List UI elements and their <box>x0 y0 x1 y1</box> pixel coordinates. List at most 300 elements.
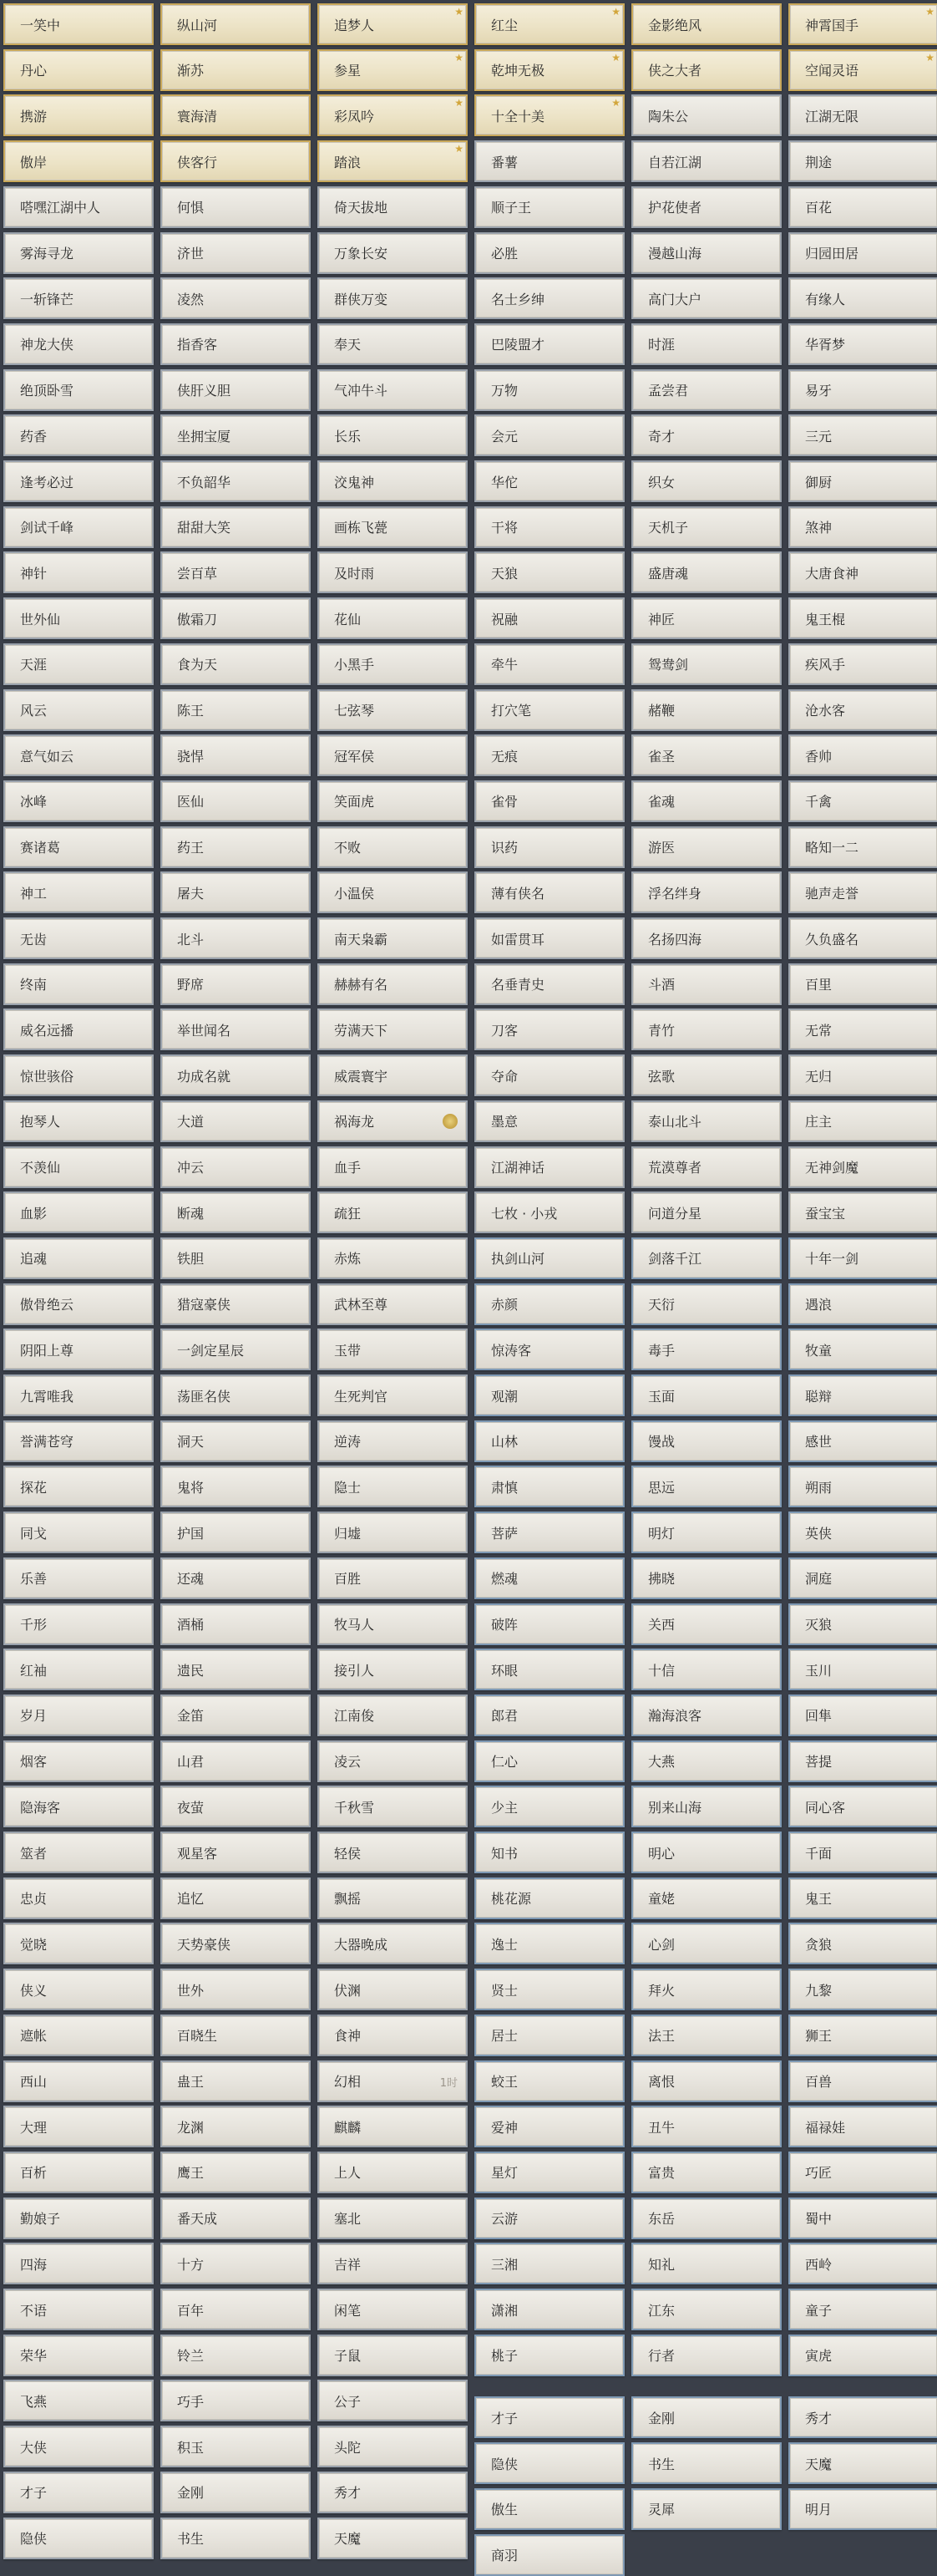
title-tile[interactable] <box>317 597 468 639</box>
title-tile[interactable] <box>160 780 311 822</box>
title-tile[interactable] <box>631 2106 782 2147</box>
title-tile[interactable] <box>474 780 625 822</box>
title-tile[interactable] <box>631 2015 782 2056</box>
title-tile[interactable] <box>631 2243 782 2284</box>
title-tile[interactable] <box>3 1420 154 1462</box>
title-tile[interactable] <box>474 2396 625 2438</box>
title-tile[interactable] <box>788 1694 937 1736</box>
title-tile[interactable] <box>631 1191 782 1233</box>
title-tile[interactable] <box>3 780 154 822</box>
title-tile[interactable] <box>788 1877 937 1919</box>
title-tile[interactable] <box>631 826 782 868</box>
title-tile[interactable] <box>474 1100 625 1142</box>
title-tile[interactable] <box>631 2488 782 2530</box>
title-tile[interactable] <box>317 2106 468 2147</box>
title-tile[interactable] <box>788 917 937 959</box>
title-tile[interactable] <box>3 2243 154 2284</box>
title-tile[interactable] <box>631 1786 782 1827</box>
title-tile[interactable] <box>631 1100 782 1142</box>
title-tile[interactable] <box>788 1969 937 2010</box>
title-tile[interactable] <box>317 1969 468 2010</box>
title-tile[interactable] <box>788 2243 937 2284</box>
title-tile[interactable] <box>474 963 625 1005</box>
title-tile[interactable] <box>317 2060 468 2102</box>
title-tile[interactable] <box>160 1100 311 1142</box>
title-tile[interactable] <box>474 1420 625 1462</box>
title-tile[interactable] <box>317 780 468 822</box>
title-tile[interactable] <box>788 94 937 136</box>
title-tile[interactable] <box>474 1146 625 1188</box>
title-tile[interactable] <box>160 460 311 502</box>
title-tile[interactable] <box>3 1557 154 1599</box>
title-tile[interactable] <box>317 1603 468 1645</box>
title-tile[interactable] <box>3 2335 154 2376</box>
title-tile[interactable] <box>788 323 937 365</box>
title-tile[interactable] <box>160 1420 311 1462</box>
title-tile[interactable] <box>3 2289 154 2330</box>
title-tile[interactable] <box>788 1923 937 1964</box>
title-tile[interactable] <box>3 1786 154 1827</box>
title-tile[interactable] <box>317 2380 468 2421</box>
title-tile[interactable] <box>631 1420 782 1462</box>
title-tile[interactable] <box>474 2335 625 2376</box>
title-tile[interactable] <box>631 1557 782 1599</box>
title-tile[interactable] <box>631 369 782 411</box>
title-tile[interactable] <box>3 2380 154 2421</box>
title-tile[interactable] <box>3 1054 154 1096</box>
title-tile[interactable] <box>474 826 625 868</box>
title-tile[interactable] <box>3 140 154 182</box>
title-tile[interactable] <box>788 1512 937 1553</box>
title-tile[interactable] <box>474 597 625 639</box>
title-tile[interactable] <box>788 2106 937 2147</box>
title-tile[interactable] <box>474 2442 625 2484</box>
title-tile[interactable] <box>474 2243 625 2284</box>
title-tile[interactable] <box>474 1786 625 1827</box>
title-tile[interactable] <box>3 1649 154 1690</box>
title-tile[interactable] <box>3 1466 154 1507</box>
title-tile[interactable] <box>160 49 311 91</box>
title-tile[interactable] <box>317 643 468 685</box>
title-tile[interactable] <box>3 2106 154 2147</box>
title-tile[interactable] <box>788 643 937 685</box>
title-tile[interactable] <box>474 689 625 731</box>
title-tile[interactable] <box>317 49 468 91</box>
title-tile[interactable] <box>631 2442 782 2484</box>
title-tile[interactable] <box>3 186 154 228</box>
title-tile[interactable] <box>631 1832 782 1873</box>
title-tile[interactable] <box>317 2197 468 2239</box>
title-tile[interactable] <box>474 1832 625 1873</box>
title-tile[interactable] <box>788 1603 937 1645</box>
title-tile[interactable] <box>317 1740 468 1782</box>
title-tile[interactable] <box>317 2015 468 2056</box>
title-tile[interactable] <box>160 1146 311 1188</box>
title-tile[interactable] <box>788 689 937 731</box>
title-tile[interactable] <box>631 963 782 1005</box>
title-tile[interactable] <box>631 643 782 685</box>
title-tile[interactable] <box>160 1374 311 1416</box>
title-tile[interactable] <box>631 917 782 959</box>
title-tile[interactable] <box>474 49 625 91</box>
title-tile[interactable] <box>788 1009 937 1050</box>
title-tile[interactable] <box>788 1740 937 1782</box>
title-tile[interactable] <box>317 2152 468 2193</box>
title-tile[interactable] <box>788 1466 937 1507</box>
title-tile[interactable] <box>631 551 782 593</box>
title-tile[interactable] <box>317 232 468 274</box>
title-tile[interactable] <box>474 232 625 274</box>
title-tile[interactable] <box>474 1603 625 1645</box>
title-tile[interactable] <box>317 2518 468 2559</box>
title-tile[interactable] <box>474 2289 625 2330</box>
title-tile[interactable] <box>788 1054 937 1096</box>
title-tile[interactable] <box>788 49 937 91</box>
title-tile[interactable] <box>317 1786 468 1827</box>
title-tile[interactable] <box>631 1054 782 1096</box>
title-tile[interactable] <box>631 1466 782 1507</box>
title-tile[interactable] <box>160 871 311 913</box>
title-tile[interactable] <box>160 414 311 456</box>
title-tile[interactable] <box>3 826 154 868</box>
title-tile[interactable] <box>788 186 937 228</box>
title-tile[interactable] <box>160 3 311 45</box>
title-tile[interactable] <box>160 963 311 1005</box>
title-tile[interactable] <box>317 963 468 1005</box>
title-tile[interactable] <box>317 1557 468 1599</box>
title-tile[interactable] <box>160 2106 311 2147</box>
title-tile[interactable] <box>474 2152 625 2193</box>
title-tile[interactable] <box>788 232 937 274</box>
title-tile[interactable] <box>317 1694 468 1736</box>
title-tile[interactable] <box>160 506 311 548</box>
title-tile[interactable] <box>631 1603 782 1645</box>
title-tile[interactable] <box>631 2396 782 2438</box>
title-tile[interactable] <box>160 1237 311 1279</box>
title-tile[interactable] <box>788 2060 937 2102</box>
title-tile[interactable] <box>160 2472 311 2513</box>
title-tile[interactable] <box>317 1237 468 1279</box>
title-tile[interactable] <box>788 734 937 776</box>
title-tile[interactable] <box>160 2197 311 2239</box>
title-tile[interactable] <box>474 1009 625 1050</box>
title-tile[interactable] <box>317 140 468 182</box>
title-tile[interactable] <box>160 1740 311 1782</box>
title-tile[interactable] <box>474 1054 625 1096</box>
title-tile[interactable] <box>474 1877 625 1919</box>
title-tile[interactable] <box>160 643 311 685</box>
title-tile[interactable] <box>474 734 625 776</box>
title-tile[interactable] <box>474 643 625 685</box>
title-tile[interactable] <box>3 963 154 1005</box>
title-tile[interactable] <box>788 3 937 45</box>
title-tile[interactable] <box>160 1877 311 1919</box>
title-tile[interactable] <box>788 2335 937 2376</box>
title-tile[interactable] <box>317 2472 468 2513</box>
title-tile[interactable] <box>788 1237 937 1279</box>
title-tile[interactable] <box>3 2426 154 2467</box>
title-tile[interactable] <box>788 2488 937 2530</box>
title-tile[interactable] <box>788 1374 937 1416</box>
title-tile[interactable] <box>788 2396 937 2438</box>
title-tile[interactable] <box>317 186 468 228</box>
title-tile[interactable] <box>3 1694 154 1736</box>
title-tile[interactable] <box>474 186 625 228</box>
title-tile[interactable] <box>474 1923 625 1964</box>
title-tile[interactable] <box>160 94 311 136</box>
title-tile[interactable] <box>3 2015 154 2056</box>
title-tile[interactable] <box>474 1329 625 1370</box>
title-tile[interactable] <box>160 1603 311 1645</box>
title-tile[interactable] <box>631 1237 782 1279</box>
title-tile[interactable] <box>631 94 782 136</box>
title-tile[interactable] <box>788 140 937 182</box>
title-tile[interactable] <box>317 369 468 411</box>
title-tile[interactable] <box>160 1009 311 1050</box>
title-tile[interactable] <box>160 1694 311 1736</box>
title-tile[interactable] <box>788 1832 937 1873</box>
title-tile[interactable] <box>631 1740 782 1782</box>
title-tile[interactable] <box>474 2015 625 2056</box>
title-tile[interactable] <box>631 232 782 274</box>
title-tile[interactable] <box>474 140 625 182</box>
title-tile[interactable] <box>317 1877 468 1919</box>
title-tile[interactable] <box>160 1923 311 1964</box>
title-tile[interactable] <box>474 1283 625 1325</box>
title-tile[interactable] <box>317 1054 468 1096</box>
title-tile[interactable] <box>788 1100 937 1142</box>
title-tile[interactable] <box>631 2289 782 2330</box>
title-tile[interactable] <box>160 734 311 776</box>
title-tile[interactable] <box>474 2106 625 2147</box>
title-tile[interactable] <box>631 597 782 639</box>
title-tile[interactable] <box>160 186 311 228</box>
title-tile[interactable] <box>317 1100 468 1142</box>
title-tile[interactable] <box>160 1466 311 1507</box>
title-tile[interactable] <box>160 689 311 731</box>
title-tile[interactable] <box>788 1786 937 1827</box>
title-tile[interactable] <box>317 1649 468 1690</box>
title-tile[interactable] <box>3 1283 154 1325</box>
title-tile[interactable] <box>474 1466 625 1507</box>
title-tile[interactable] <box>474 2488 625 2530</box>
title-tile[interactable] <box>317 1374 468 1416</box>
title-tile[interactable] <box>317 826 468 868</box>
title-tile[interactable] <box>631 689 782 731</box>
title-tile[interactable] <box>317 734 468 776</box>
title-tile[interactable] <box>3 1512 154 1553</box>
title-tile[interactable] <box>3 1191 154 1233</box>
title-tile[interactable] <box>317 871 468 913</box>
title-tile[interactable] <box>474 2060 625 2102</box>
title-tile[interactable] <box>474 460 625 502</box>
title-tile[interactable] <box>474 277 625 319</box>
title-tile[interactable] <box>160 2426 311 2467</box>
title-tile[interactable] <box>3 94 154 136</box>
title-tile[interactable] <box>3 49 154 91</box>
title-tile[interactable] <box>160 1557 311 1599</box>
title-tile[interactable] <box>788 369 937 411</box>
title-tile[interactable] <box>3 1237 154 1279</box>
title-tile[interactable] <box>3 1740 154 1782</box>
title-tile[interactable] <box>474 506 625 548</box>
title-tile[interactable] <box>788 2197 937 2239</box>
title-tile[interactable] <box>788 2015 937 2056</box>
title-tile[interactable] <box>160 597 311 639</box>
title-tile[interactable] <box>160 2243 311 2284</box>
title-tile[interactable] <box>631 323 782 365</box>
title-tile[interactable] <box>474 1374 625 1416</box>
title-tile[interactable] <box>788 551 937 593</box>
title-tile[interactable] <box>160 1512 311 1553</box>
title-tile[interactable] <box>631 49 782 91</box>
title-tile[interactable] <box>3 1832 154 1873</box>
title-tile[interactable] <box>317 323 468 365</box>
title-tile[interactable] <box>160 2518 311 2559</box>
title-tile[interactable] <box>474 1694 625 1736</box>
title-tile[interactable] <box>631 1649 782 1690</box>
title-tile[interactable] <box>160 2380 311 2421</box>
title-tile[interactable] <box>160 917 311 959</box>
title-tile[interactable] <box>474 2197 625 2239</box>
title-tile[interactable] <box>3 1146 154 1188</box>
title-tile[interactable] <box>317 1283 468 1325</box>
title-tile[interactable] <box>160 2015 311 2056</box>
title-tile[interactable] <box>631 460 782 502</box>
title-tile[interactable] <box>160 1283 311 1325</box>
title-tile[interactable] <box>474 94 625 136</box>
title-tile[interactable] <box>317 460 468 502</box>
title-tile[interactable] <box>160 277 311 319</box>
title-tile[interactable] <box>788 2152 937 2193</box>
title-tile[interactable] <box>317 551 468 593</box>
title-tile[interactable] <box>788 963 937 1005</box>
title-tile[interactable] <box>3 232 154 274</box>
title-tile[interactable] <box>160 369 311 411</box>
title-tile[interactable] <box>788 597 937 639</box>
title-tile[interactable] <box>317 94 468 136</box>
title-tile[interactable] <box>788 2289 937 2330</box>
title-tile[interactable] <box>631 1374 782 1416</box>
title-tile[interactable] <box>317 2289 468 2330</box>
title-tile[interactable] <box>3 597 154 639</box>
title-tile[interactable] <box>317 1146 468 1188</box>
title-tile[interactable] <box>631 1694 782 1736</box>
title-tile[interactable] <box>788 1557 937 1599</box>
title-tile[interactable] <box>317 506 468 548</box>
title-tile[interactable] <box>160 1191 311 1233</box>
title-tile[interactable] <box>788 780 937 822</box>
title-tile[interactable] <box>317 689 468 731</box>
title-tile[interactable] <box>631 2152 782 2193</box>
title-tile[interactable] <box>474 414 625 456</box>
title-tile[interactable] <box>474 323 625 365</box>
title-tile[interactable] <box>3 2518 154 2559</box>
title-tile[interactable] <box>3 414 154 456</box>
title-tile[interactable] <box>474 1649 625 1690</box>
title-tile[interactable] <box>3 2197 154 2239</box>
title-tile[interactable] <box>317 1466 468 1507</box>
title-tile[interactable] <box>3 369 154 411</box>
title-tile[interactable] <box>631 734 782 776</box>
title-tile[interactable] <box>631 1969 782 2010</box>
title-tile[interactable] <box>160 1054 311 1096</box>
title-tile[interactable] <box>160 1786 311 1827</box>
title-tile[interactable] <box>3 2060 154 2102</box>
title-tile[interactable] <box>788 460 937 502</box>
title-tile[interactable] <box>788 1420 937 1462</box>
title-tile[interactable] <box>160 140 311 182</box>
title-tile[interactable] <box>788 1146 937 1188</box>
title-tile[interactable] <box>474 1969 625 2010</box>
title-tile[interactable] <box>788 277 937 319</box>
title-tile[interactable] <box>631 277 782 319</box>
title-tile[interactable] <box>788 826 937 868</box>
title-tile[interactable] <box>631 1009 782 1050</box>
title-tile[interactable] <box>788 1283 937 1325</box>
title-tile[interactable] <box>631 1877 782 1919</box>
title-tile[interactable] <box>160 2152 311 2193</box>
title-tile[interactable] <box>631 1329 782 1370</box>
title-tile[interactable] <box>474 1557 625 1599</box>
title-tile[interactable] <box>317 1832 468 1873</box>
title-tile[interactable] <box>3 1009 154 1050</box>
title-tile[interactable] <box>631 780 782 822</box>
title-tile[interactable] <box>474 1237 625 1279</box>
title-tile[interactable] <box>3 917 154 959</box>
title-tile[interactable] <box>474 1740 625 1782</box>
title-tile[interactable] <box>317 1420 468 1462</box>
title-tile[interactable] <box>160 323 311 365</box>
title-tile[interactable] <box>474 369 625 411</box>
title-tile[interactable] <box>160 1329 311 1370</box>
title-tile[interactable] <box>3 734 154 776</box>
title-tile[interactable] <box>160 2335 311 2376</box>
title-tile[interactable] <box>160 232 311 274</box>
title-tile[interactable] <box>317 2335 468 2376</box>
title-tile[interactable] <box>160 2289 311 2330</box>
title-tile[interactable] <box>160 826 311 868</box>
title-tile[interactable] <box>474 1191 625 1233</box>
title-tile[interactable] <box>788 2442 937 2484</box>
title-tile[interactable] <box>3 323 154 365</box>
title-tile[interactable] <box>3 871 154 913</box>
title-tile[interactable] <box>631 2335 782 2376</box>
title-tile[interactable] <box>317 277 468 319</box>
title-tile[interactable] <box>474 2534 625 2576</box>
title-tile[interactable] <box>317 1923 468 1964</box>
title-tile[interactable] <box>631 1283 782 1325</box>
title-tile[interactable] <box>317 1329 468 1370</box>
title-tile[interactable] <box>631 2060 782 2102</box>
title-tile[interactable] <box>160 1969 311 2010</box>
title-tile[interactable] <box>631 871 782 913</box>
title-tile[interactable] <box>631 1923 782 1964</box>
title-tile[interactable] <box>3 506 154 548</box>
title-tile[interactable] <box>3 3 154 45</box>
title-tile[interactable] <box>160 2060 311 2102</box>
title-tile[interactable] <box>631 2197 782 2239</box>
title-tile[interactable] <box>160 551 311 593</box>
title-tile[interactable] <box>631 1146 782 1188</box>
title-tile[interactable] <box>3 1969 154 2010</box>
title-tile[interactable] <box>317 2426 468 2467</box>
title-tile[interactable] <box>474 1512 625 1553</box>
title-tile[interactable] <box>474 3 625 45</box>
title-tile[interactable] <box>474 551 625 593</box>
title-tile[interactable] <box>474 871 625 913</box>
title-tile[interactable] <box>631 506 782 548</box>
